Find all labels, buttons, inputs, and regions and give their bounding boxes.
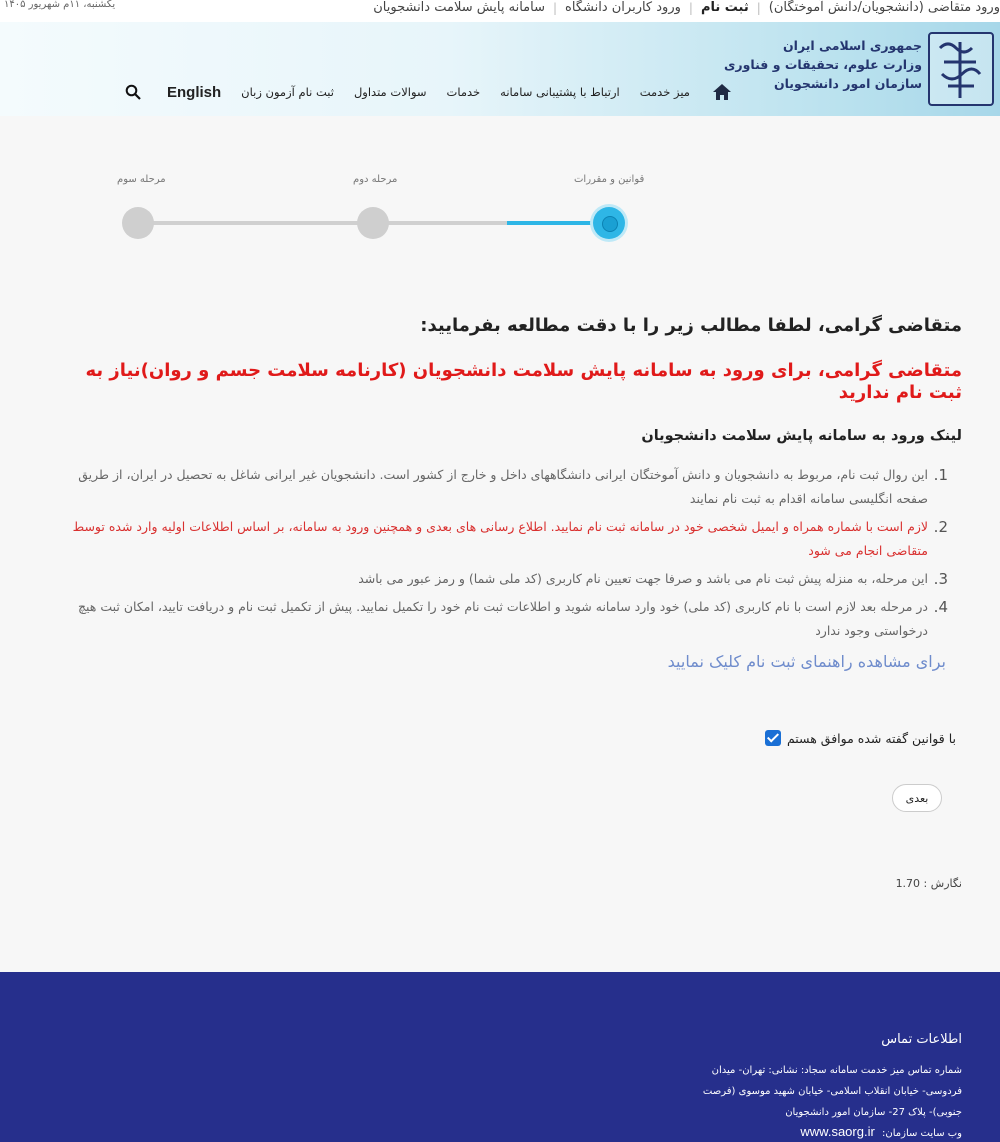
nav-language-exam[interactable]: ثبت نام آزمون زبان bbox=[241, 85, 334, 99]
nav-services[interactable]: خدمات bbox=[446, 85, 481, 99]
rule-text: این روال ثبت نام، مربوط به دانشجویان و دانش آموختگان ایرانی دانشگاههای داخل و خارج از کشور است. دانشجویان غیر ایرانی شاغل به تحصیل در ایران، از طریق صفحه انگلیسی سامانه اقدام به ثبت نام نمایند bbox=[78, 467, 928, 506]
rule-text: این مرحله، به منزله پیش ثبت نام می باشد و صرفا جهت تعیین نام کاربری (کد ملی شما) و رمز عبور می باشد bbox=[358, 571, 928, 586]
progress-line-active bbox=[507, 221, 607, 225]
organization-name bbox=[723, 36, 922, 93]
agree-label: با قوانین گفته شده موافق هستم bbox=[786, 730, 956, 746]
registration-steps bbox=[0, 160, 1000, 260]
warning-heading: متقاضی گرامی، برای ورود به سامانه پایش سلامت دانشجویان (کارنامه سلامت جسم و روان)نیاز به ثبت نام ندارید bbox=[85, 360, 962, 403]
next-button[interactable]: بعدی bbox=[892, 784, 942, 812]
step-dot-2 bbox=[357, 207, 389, 239]
website-link[interactable]: www.saorg.ir bbox=[800, 1124, 875, 1139]
rules-list bbox=[58, 463, 948, 647]
version-label: نگارش : 1.70 bbox=[895, 877, 962, 890]
rule-item bbox=[58, 595, 948, 643]
register-link[interactable]: ثبت نام bbox=[700, 0, 749, 15]
search-icon[interactable] bbox=[125, 84, 141, 100]
logo-line-2: وزارت علوم، تحقیقات و فناوری bbox=[723, 57, 922, 72]
home-icon[interactable] bbox=[712, 82, 732, 102]
website-info bbox=[800, 1124, 962, 1139]
rule-number: 1. bbox=[933, 466, 948, 484]
university-users-login-link[interactable]: ورود کاربران دانشگاه bbox=[565, 0, 681, 15]
registration-guide-link[interactable]: برای مشاهده راهنمای ثبت نام کلیک نمایید bbox=[667, 652, 946, 671]
rule-item bbox=[58, 463, 948, 511]
step-label-3: مرحله سوم bbox=[117, 174, 166, 185]
rule-number: 2. bbox=[933, 518, 948, 536]
separator: | bbox=[688, 0, 693, 15]
health-portal-link[interactable]: لینک ورود به سامانه پایش سلامت دانشجویان bbox=[641, 428, 962, 444]
separator: | bbox=[553, 0, 558, 15]
logo-line-3: سازمان امور دانشجویان bbox=[773, 76, 922, 91]
contact-title: اطلاعات تماس bbox=[881, 1032, 962, 1047]
top-bar bbox=[0, 0, 1000, 22]
english-link[interactable]: English bbox=[167, 83, 222, 101]
top-links bbox=[373, 0, 1000, 15]
agree-terms[interactable] bbox=[765, 730, 956, 746]
logo-line-1: جمهوری اسلامی ایران bbox=[783, 38, 922, 53]
rule-item bbox=[58, 515, 948, 563]
step-dot-3 bbox=[122, 207, 154, 239]
health-monitoring-link[interactable]: سامانه پایش سلامت دانشجویان bbox=[373, 0, 545, 15]
nav-service-desk[interactable]: میز خدمت bbox=[639, 85, 690, 99]
separator: | bbox=[756, 0, 761, 15]
agree-checkbox[interactable] bbox=[765, 730, 781, 746]
website-label: وب سایت سازمان: bbox=[882, 1128, 962, 1139]
rule-text: در مرحله بعد لازم است با نام کاربری (کد ملی) خود وارد سامانه شوید و اطلاعات ثبت نام خود را تکمیل نمایید. پیش از تکمیل ثبت نام و دریافت تایید، امکان ثبت هیچ درخواستی وجود ندارد bbox=[77, 599, 928, 638]
site-header bbox=[0, 22, 1000, 116]
step-label-1: قوانین و مقررات bbox=[574, 174, 645, 185]
nav-support[interactable]: ارتباط با پشتیبانی سامانه bbox=[500, 85, 620, 99]
rule-number: 4. bbox=[933, 598, 948, 616]
rule-number: 3. bbox=[933, 570, 948, 588]
applicant-login-link[interactable]: ورود متقاضی (دانشجویان/دانش آموختگان) bbox=[768, 0, 1000, 15]
step-label-2: مرحله دوم bbox=[353, 174, 398, 185]
current-date: یکشنبه، ۱۱م شهریور ۱۴۰۵ bbox=[4, 0, 116, 10]
contact-address: شماره تماس میز خدمت سامانه سجاد: نشانی: تهران- میدان فردوسی- خیابان انقلاب اسلامی- خیابان شهید موسوی (فرصت جنوبی)- پلاک 27- سازمان امور دانشجویان bbox=[702, 1065, 962, 1118]
intro-heading: متقاضی گرامی، لطفا مطالب زیر را با دقت مطالعه بفرمایید: bbox=[420, 315, 962, 336]
rule-text: لازم است با شماره همراه و ایمیل شخصی خود در سامانه ثبت نام نمایید. اطلاع رسانی های بعدی و همچنین ورود به سامانه، بر اساس اطلاعات اولیه وارد شده توسط متقاضی انجام می شود bbox=[72, 519, 928, 558]
progress-line bbox=[374, 221, 507, 225]
rule-item bbox=[58, 567, 948, 591]
step-dot-1 bbox=[593, 207, 625, 239]
progress-line bbox=[140, 221, 360, 225]
nav-faq[interactable]: سوالات متداول bbox=[353, 85, 427, 99]
organization-logo[interactable] bbox=[928, 32, 994, 106]
site-footer bbox=[0, 972, 1000, 1142]
main-nav bbox=[125, 80, 732, 104]
